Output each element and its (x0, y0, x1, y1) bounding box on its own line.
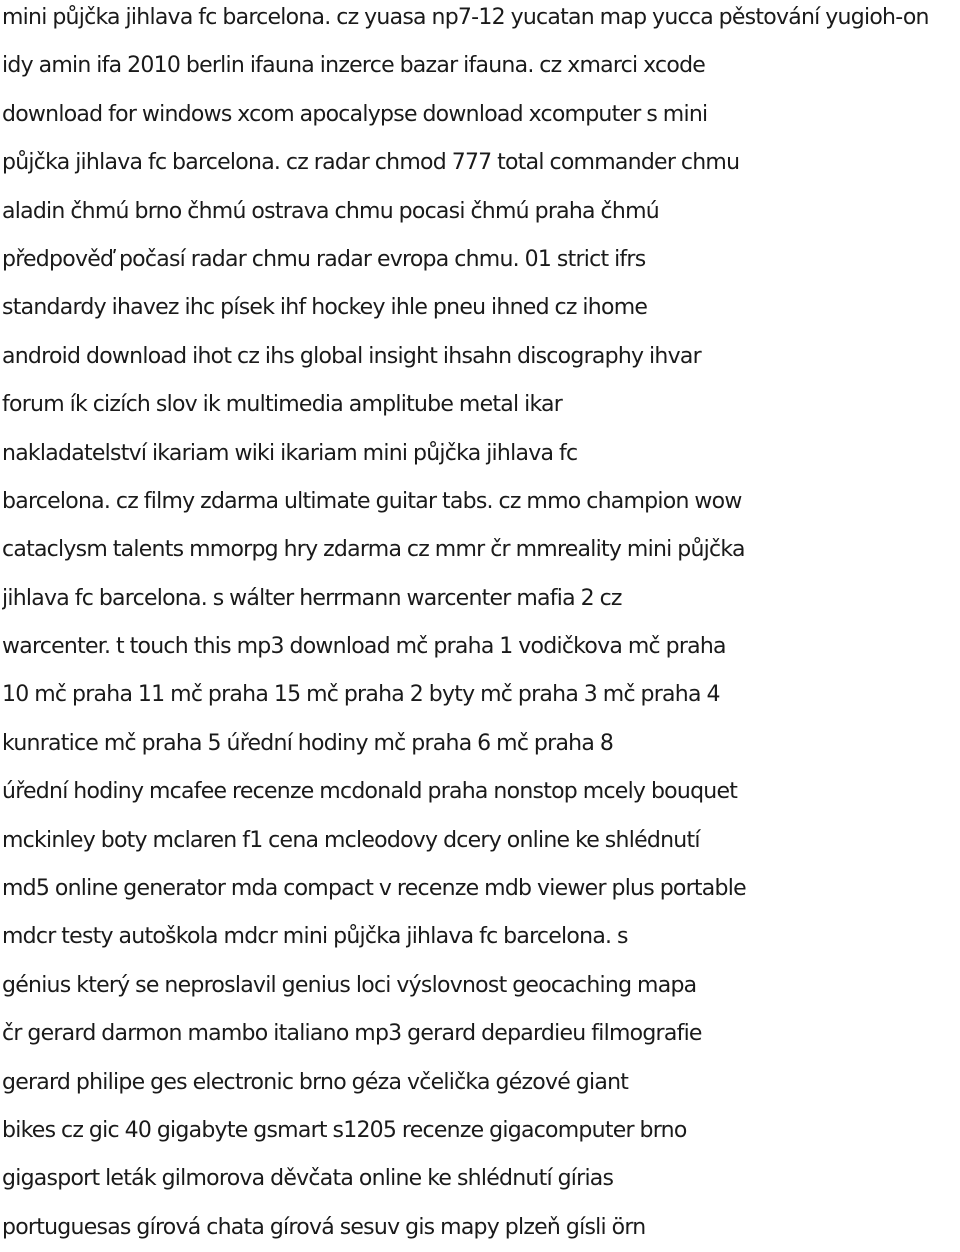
text-line: gigasport leták gilmorova děvčata online ke shlédnutí gírias (2, 1166, 614, 1192)
text-line: gerard philipe ges electronic brno géza včelička gézové giant (2, 1069, 629, 1095)
text-line: warcenter. t touch this mp3 download mč praha 1 vodičkova mč praha (2, 634, 726, 660)
text-line: forum ík cizích slov ik multimedia amplitube metal ikar (2, 392, 563, 418)
text-line: md5 online generator mda compact v recenze mdb viewer plus portable (2, 876, 746, 902)
text-line: jihlava fc barcelona. s wálter herrmann warcenter mafia 2 cz (2, 585, 622, 611)
text-line: úřední hodiny mcafee recenze mcdonald praha nonstop mcely bouquet (2, 779, 738, 805)
text-line: standardy ihavez ihc písek ihf hockey ihle pneu ihned cz ihome (2, 295, 648, 321)
text-line: kunratice mč praha 5 úřední hodiny mč praha 6 mč praha 8 (2, 730, 614, 756)
text-line: nakladatelství ikariam wiki ikariam mini půjčka jihlava fc (2, 440, 578, 466)
text-line: mini půjčka jihlava fc barcelona. cz yuasa np7-12 yucatan map yucca pěstování yugioh-on (2, 5, 929, 30)
text-line: mdcr testy autoškola mdcr mini půjčka jihlava fc barcelona. s (2, 924, 628, 950)
text-line: mckinley boty mclaren f1 cena mcleodovy dcery online ke shlédnutí (2, 827, 700, 853)
text-line: půjčka jihlava fc barcelona. cz radar chmod 777 total commander chmu (2, 150, 740, 176)
text-line: génius který se neproslavil genius loci výslovnost geocaching mapa (2, 972, 697, 998)
text-line: bikes cz gic 40 gigabyte gsmart s1205 recenze gigacomputer brno (2, 1117, 687, 1143)
text-line: cataclysm talents mmorpg hry zdarma cz mmr čr mmreality mini půjčka (2, 537, 745, 563)
text-line: portuguesas gírová chata gírová sesuv gis mapy plzeň gísli örn (2, 1214, 646, 1240)
text-line: 10 mč praha 11 mč praha 15 mč praha 2 byty mč praha 3 mč praha 4 (2, 682, 720, 708)
text-line: android download ihot cz ihs global insight ihsahn discography ihvar (2, 343, 701, 369)
text-line: čr gerard darmon mambo italiano mp3 gerard depardieu filmografie (2, 1021, 702, 1047)
text-line: download for windows xcom apocalypse download xcomputer s mini (2, 101, 708, 127)
text-body (2, 0, 960, 1252)
text-line: aladin čhmú brno čhmú ostrava chmu pocasi čhmú praha čhmú (2, 198, 659, 224)
text-line: barcelona. cz filmy zdarma ultimate guitar tabs. cz mmo champion wow (2, 488, 742, 514)
text-line: předpověď počasí radar chmu radar evropa chmu. 01 strict ifrs (2, 246, 646, 272)
text-line: idy amin ifa 2010 berlin ifauna inzerce bazar ifauna. cz xmarci xcode (2, 53, 706, 79)
